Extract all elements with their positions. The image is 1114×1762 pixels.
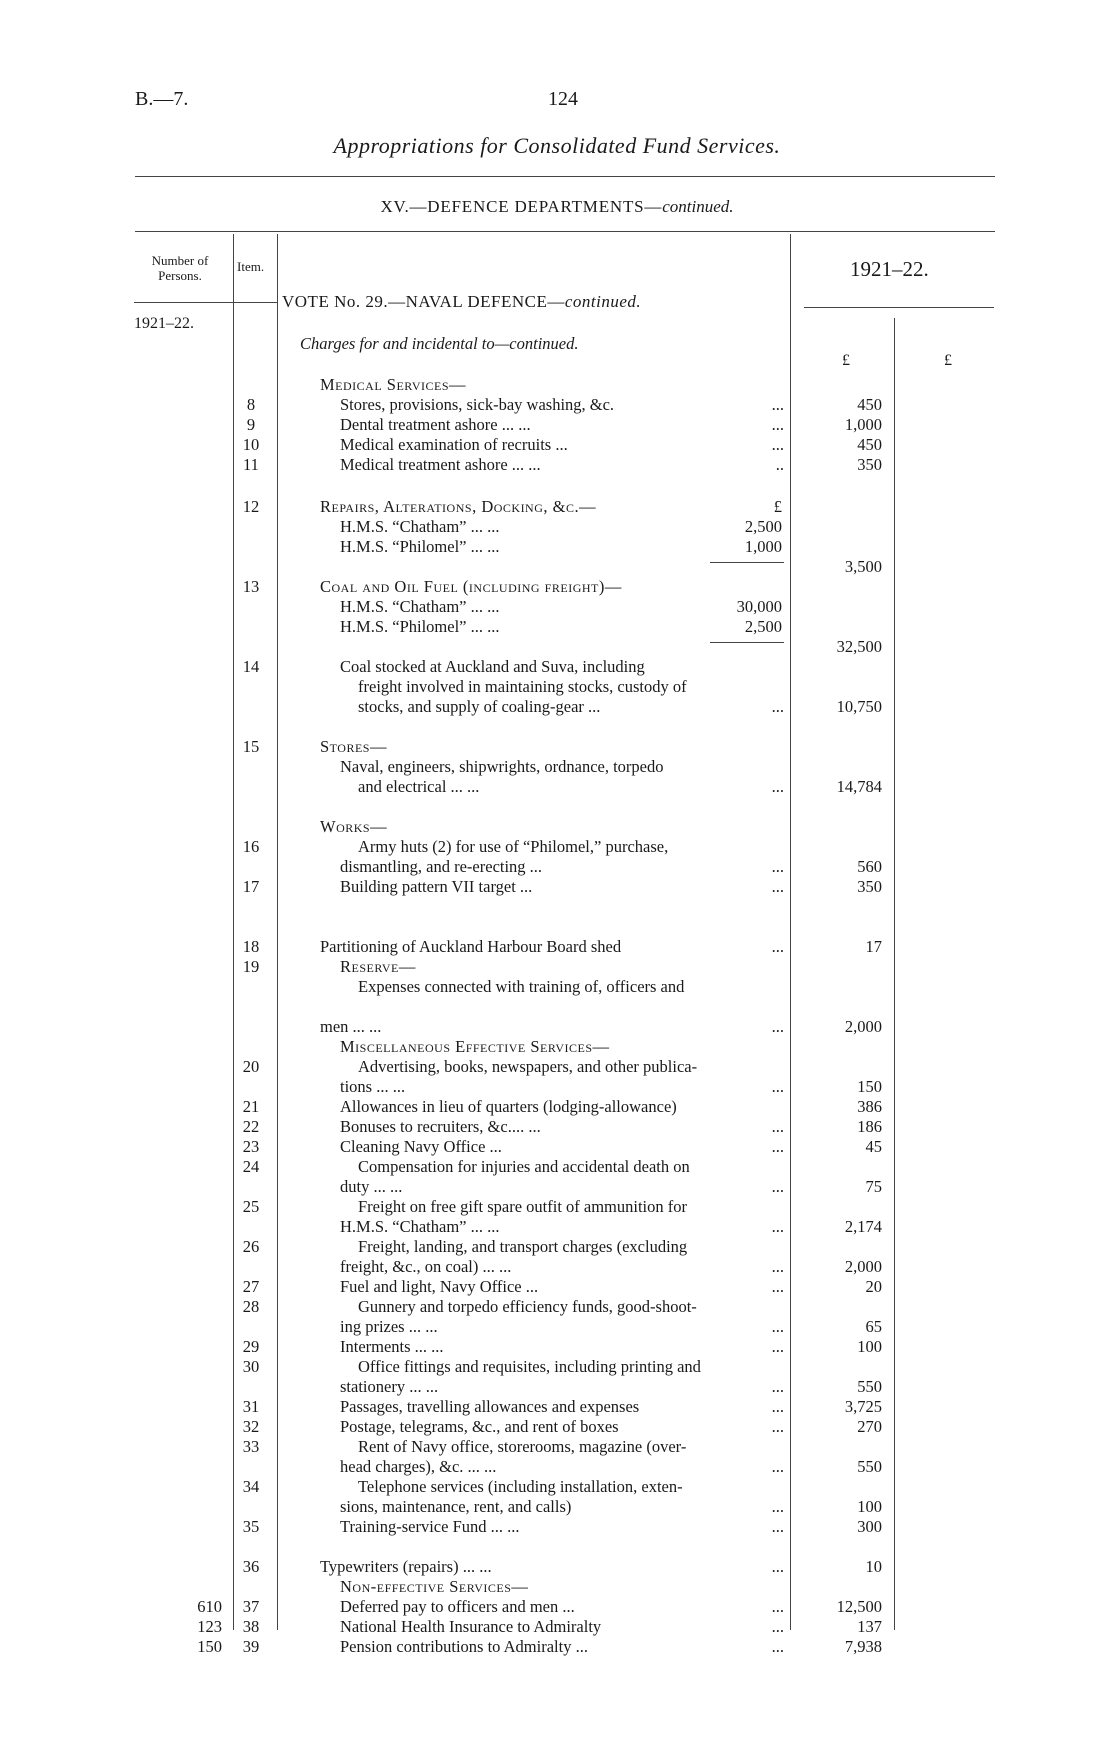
table-row: [0, 657, 1114, 677]
amount-value: 10,750: [836, 697, 882, 716]
item-description: Allowances in lieu of quarters (lodging-allowance): [340, 1097, 677, 1116]
item-description: Repairs, Alterations, Docking, &c.—: [320, 497, 597, 516]
amount-value: 1,000: [844, 415, 882, 434]
leader-dots: ...: [771, 697, 784, 716]
leader-dots: ...: [771, 877, 784, 896]
item-number: 23: [242, 1137, 260, 1156]
item-number: 17: [242, 877, 260, 896]
amount-value: 450: [857, 395, 882, 414]
table-row: [0, 737, 1114, 757]
table-row: [0, 877, 1114, 897]
table-row: [0, 1457, 1114, 1477]
amount-value: 14,784: [836, 777, 882, 796]
item-number: 11: [243, 455, 259, 474]
item-number: 14: [242, 657, 260, 676]
leader-dots: ...: [771, 1117, 784, 1136]
item-description: Bonuses to recruiters, &c.... ...: [340, 1117, 541, 1136]
item-column-header: Item.: [237, 259, 265, 274]
table-row: [0, 557, 1114, 577]
item-description: men ... ...: [320, 1017, 382, 1036]
amount-value: 300: [857, 1517, 882, 1536]
table-row: [0, 1097, 1114, 1117]
title-rule: [135, 176, 995, 177]
item-number: 10: [242, 435, 260, 454]
item-description: Naval, engineers, shipwrights, ordnance, torpedo: [340, 757, 664, 776]
leader-dots: ...: [771, 1637, 784, 1656]
amount-value: 450: [857, 435, 882, 454]
item-description: Expenses connected with training of, officers and: [358, 977, 685, 996]
department-heading: XV.—DEFENCE DEPARTMENTS—continued.: [380, 197, 734, 216]
table-row: [0, 537, 1114, 557]
table-row: [0, 1317, 1114, 1337]
item-number: 36: [242, 1557, 260, 1576]
leader-dots: ...: [771, 1017, 784, 1036]
table-row: [0, 777, 1114, 797]
table-row: [0, 1397, 1114, 1417]
table-row: [0, 1117, 1114, 1137]
table-row: [0, 1377, 1114, 1397]
item-number: 35: [242, 1517, 260, 1536]
item-description: Non-effective Services—: [340, 1577, 529, 1596]
leader-dots: ...: [771, 415, 784, 434]
table-row: [0, 395, 1114, 415]
table-row: [0, 857, 1114, 877]
amount-value: 270: [857, 1417, 882, 1436]
item-number: 30: [242, 1357, 260, 1376]
item-description: Miscellaneous Effective Services—: [340, 1037, 610, 1056]
table-row: [0, 1217, 1114, 1237]
item-number: 33: [242, 1437, 260, 1456]
table-row: [0, 677, 1114, 697]
amount-value: 100: [857, 1337, 882, 1356]
table-row: [0, 1577, 1114, 1597]
table-row: [0, 1057, 1114, 1077]
item-description: Postage, telegrams, &c., and rent of boxes: [340, 1417, 619, 1436]
year-column-header: 1921–22.: [850, 257, 929, 281]
table-row: [0, 1337, 1114, 1357]
item-description: Coal stocked at Auckland and Suva, including: [340, 657, 645, 676]
item-description: Stores, provisions, sick-bay washing, &c.: [340, 395, 615, 414]
item-description: H.M.S. “Chatham” ... ...: [340, 517, 500, 536]
amount-value: 17: [865, 937, 882, 956]
subtotal-amount: 2,500: [744, 517, 782, 536]
amount-value: 75: [865, 1177, 882, 1196]
table-row: [0, 415, 1114, 435]
table-row: [0, 1517, 1114, 1537]
item-description: H.M.S. “Philomel” ... ...: [340, 537, 500, 556]
item-number: 16: [242, 837, 260, 856]
leader-dots: ...: [771, 1257, 784, 1276]
leader-dots: ...: [771, 1317, 784, 1336]
leader-dots: ...: [771, 1337, 784, 1356]
item-number: 28: [242, 1297, 260, 1316]
amount-value: 350: [857, 455, 882, 474]
amount-value: 137: [857, 1617, 882, 1636]
item-description: Building pattern VII target ...: [340, 877, 533, 896]
subtotal-amount: £: [773, 497, 782, 516]
year-header-rule: [804, 307, 994, 308]
table-row: [0, 577, 1114, 597]
table-row: [0, 375, 1114, 395]
amount-value: 2,174: [844, 1217, 882, 1236]
leader-dots: ...: [771, 1497, 784, 1516]
table-row: [0, 1497, 1114, 1517]
item-description: freight, &c., on coal) ... ...: [340, 1257, 512, 1276]
table-row: [0, 817, 1114, 837]
item-number: 32: [242, 1417, 260, 1436]
table-row: [0, 837, 1114, 857]
page-title: Appropriations for Consolidated Fund Services.: [333, 133, 781, 158]
item-number: 9: [246, 415, 256, 434]
item-number: 12: [242, 497, 260, 516]
item-description: Gunnery and torpedo efficiency funds, good-shoot-: [358, 1297, 697, 1316]
table-row: [0, 1197, 1114, 1217]
document-reference: B.—7.: [135, 88, 189, 110]
leader-dots: ...: [771, 1277, 784, 1296]
amount-value: 7,938: [844, 1637, 882, 1656]
subtotal-amount: 2,500: [744, 617, 782, 636]
item-description: Pension contributions to Admiralty ...: [340, 1637, 588, 1656]
item-description: Training-service Fund ... ...: [340, 1517, 520, 1536]
item-description: Reserve—: [340, 957, 416, 976]
leader-dots: ...: [771, 1517, 784, 1536]
leader-dots: ...: [771, 1617, 784, 1636]
item-number: 37: [242, 1597, 260, 1616]
item-description: sions, maintenance, rent, and calls): [340, 1497, 572, 1516]
table-row: [0, 1237, 1114, 1257]
table-row: [0, 1137, 1114, 1157]
leader-dots: ...: [771, 1077, 784, 1096]
table-row: [0, 1077, 1114, 1097]
item-description: Freight on free gift spare outfit of ammunition for: [358, 1197, 688, 1216]
item-number: 24: [242, 1157, 260, 1176]
item-description: H.M.S. “Chatham” ... ...: [340, 597, 500, 616]
table-row: [0, 1017, 1114, 1037]
table-row: [0, 937, 1114, 957]
table-row: [0, 757, 1114, 777]
table-row: [0, 1417, 1114, 1437]
leader-dots: ...: [771, 1597, 784, 1616]
table-row: [0, 1437, 1114, 1457]
item-description: and electrical ... ...: [358, 777, 480, 796]
item-description: Advertising, books, newspapers, and other publica-: [358, 1057, 698, 1076]
amount-value: 550: [857, 1377, 882, 1396]
leader-dots: ...: [771, 777, 784, 796]
amount-value: 386: [857, 1097, 882, 1116]
persons-count: 610: [197, 1597, 222, 1616]
subtotal-amount: 30,000: [736, 597, 782, 616]
item-number: 15: [242, 737, 260, 756]
amount-value: 3,500: [844, 557, 882, 576]
item-number: 31: [242, 1397, 260, 1416]
table-row: [0, 1477, 1114, 1497]
table-row: [0, 1257, 1114, 1277]
table-row: [0, 517, 1114, 537]
leader-dots: ...: [771, 937, 784, 956]
item-description: Deferred pay to officers and men ...: [340, 1597, 575, 1616]
table-row: [0, 637, 1114, 657]
item-number: 13: [242, 577, 260, 596]
item-description: Telephone services (including installation, exten-: [358, 1477, 683, 1496]
table-row: [0, 1177, 1114, 1197]
item-number: 26: [242, 1237, 260, 1256]
vote-heading: VOTE No. 29.—NAVAL DEFENCE—continued.: [282, 292, 642, 311]
item-description: Dental treatment ashore ... ...: [340, 415, 531, 434]
item-description: Rent of Navy office, storerooms, magazine (over-: [358, 1437, 687, 1456]
item-number: 8: [246, 395, 256, 414]
item-description: Fuel and light, Navy Office ...: [340, 1277, 539, 1296]
item-description: Typewriters (repairs) ... ...: [320, 1557, 492, 1576]
item-description: freight involved in maintaining stocks, custody of: [358, 677, 687, 696]
table-row: [0, 1557, 1114, 1577]
item-description: H.M.S. “Chatham” ... ...: [340, 1217, 500, 1236]
item-description: National Health Insurance to Admiralty: [340, 1617, 602, 1636]
item-number: 21: [242, 1097, 260, 1116]
leader-dots: ...: [771, 1137, 784, 1156]
leader-dots: ...: [771, 435, 784, 454]
persons-column-header: Number of Persons.: [151, 253, 209, 283]
leader-dots: ...: [771, 1397, 784, 1416]
table-row: [0, 1037, 1114, 1057]
table-row: [0, 455, 1114, 475]
amount-value: 350: [857, 877, 882, 896]
amount-value: 45: [865, 1137, 882, 1156]
amount-value: 2,000: [844, 1017, 882, 1036]
table-row: [0, 697, 1114, 717]
item-description: Office fittings and requisites, including printing and: [358, 1357, 701, 1376]
table-row: [0, 977, 1114, 997]
item-description: Medical examination of recruits ...: [340, 435, 568, 454]
persons-header-rule: [134, 302, 278, 303]
subtotal-amount: 1,000: [744, 537, 782, 556]
item-description: stocks, and supply of coaling-gear ...: [358, 697, 601, 716]
leader-dots: ...: [771, 857, 784, 876]
leader-dots: ...: [771, 1217, 784, 1236]
item-number: 22: [242, 1117, 260, 1136]
table-row: [0, 1617, 1114, 1637]
item-description: Freight, landing, and transport charges (excluding: [358, 1237, 688, 1256]
item-description: Medical treatment ashore ... ...: [340, 455, 541, 474]
item-number: 27: [242, 1277, 260, 1296]
amount-value: 100: [857, 1497, 882, 1516]
persons-year-label: 1921–22.: [134, 315, 194, 332]
persons-count: 150: [197, 1637, 222, 1656]
table-row: [0, 497, 1114, 517]
persons-count: 123: [197, 1617, 222, 1636]
item-description: Works—: [320, 817, 388, 836]
item-description: stationery ... ...: [340, 1377, 439, 1396]
table-row: [0, 334, 1114, 354]
item-number: 19: [242, 957, 260, 976]
table-row: [0, 1157, 1114, 1177]
item-number: 34: [242, 1477, 260, 1496]
item-description: Interments ... ...: [340, 1337, 444, 1356]
amount-value: 560: [857, 857, 882, 876]
item-number: 29: [242, 1337, 260, 1356]
item-description: Charges for and incidental to—continued.: [300, 334, 579, 353]
amount-value: 2,000: [844, 1257, 882, 1276]
item-description: Medical Services—: [320, 375, 467, 394]
table-row: [0, 435, 1114, 455]
table-row: [0, 1357, 1114, 1377]
table-row: [0, 1277, 1114, 1297]
table-row: [0, 1637, 1114, 1657]
page-number: 124: [548, 88, 578, 110]
amount-value: 550: [857, 1457, 882, 1476]
item-description: Compensation for injuries and accidental death on: [358, 1157, 690, 1176]
amount-value: 3,725: [844, 1397, 882, 1416]
item-description: H.M.S. “Philomel” ... ...: [340, 617, 500, 636]
amount-value: 20: [865, 1277, 882, 1296]
pound-sign: £: [842, 352, 850, 369]
leader-dots: ...: [771, 1377, 784, 1396]
amount-value: 32,500: [836, 637, 882, 656]
leader-dots: ...: [771, 1417, 784, 1436]
table-top-rule: [135, 231, 995, 232]
table-row: [0, 957, 1114, 977]
amount-value: 12,500: [836, 1597, 882, 1616]
leader-dots: ..: [775, 455, 784, 474]
leader-dots: ...: [771, 1557, 784, 1576]
item-number: 39: [242, 1637, 260, 1656]
table-row: [0, 597, 1114, 617]
leader-dots: ...: [771, 395, 784, 414]
pound-sign: £: [944, 352, 952, 369]
item-description: Coal and Oil Fuel (including freight)—: [320, 577, 622, 596]
item-description: Stores—: [320, 737, 387, 756]
leader-dots: ...: [771, 1457, 784, 1476]
item-number: 38: [242, 1617, 260, 1636]
table-row: [0, 617, 1114, 637]
item-number: 18: [242, 937, 260, 956]
table-row: [0, 1597, 1114, 1617]
item-description: Partitioning of Auckland Harbour Board shed: [320, 937, 622, 956]
amount-value: 10: [865, 1557, 882, 1576]
amount-value: 65: [865, 1317, 882, 1336]
item-description: Army huts (2) for use of “Philomel,” purchase,: [358, 837, 669, 856]
amount-value: 186: [857, 1117, 882, 1136]
item-description: head charges), &c. ... ...: [340, 1457, 497, 1476]
table-row: [0, 1297, 1114, 1317]
leader-dots: ...: [771, 1177, 784, 1196]
item-number: 20: [242, 1057, 260, 1076]
item-description: Passages, travelling allowances and expenses: [340, 1397, 640, 1416]
item-description: duty ... ...: [340, 1177, 403, 1196]
item-description: tions ... ...: [340, 1077, 406, 1096]
item-number: 25: [242, 1197, 260, 1216]
item-description: dismantling, and re-erecting ...: [340, 857, 543, 876]
item-description: Cleaning Navy Office ...: [340, 1137, 502, 1156]
amount-value: 150: [857, 1077, 882, 1096]
item-description: ing prizes ... ...: [340, 1317, 438, 1336]
